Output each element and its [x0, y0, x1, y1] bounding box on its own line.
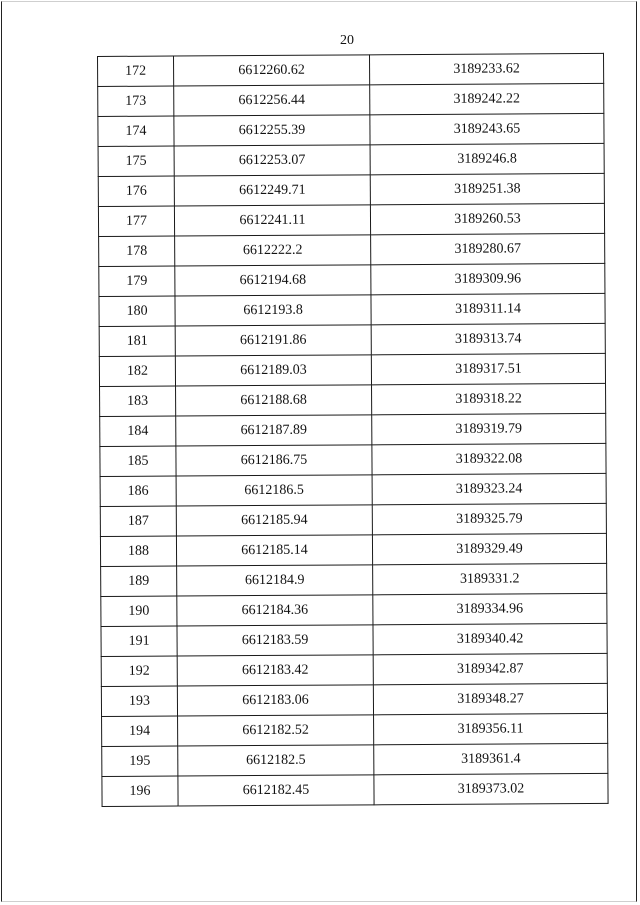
- y-coordinate-cell: 3189280.67: [371, 233, 605, 264]
- y-coordinate-cell: 3189323.24: [372, 473, 606, 504]
- table-row: [98, 143, 604, 176]
- point-number-cell: 175: [98, 146, 174, 176]
- x-coordinate-cell: 6612255.39: [174, 115, 370, 146]
- y-coordinate-cell: 3189317.51: [371, 353, 605, 384]
- table-row: [101, 653, 607, 686]
- x-coordinate-cell: 6612188.68: [176, 385, 372, 416]
- point-number-cell: 176: [98, 176, 174, 206]
- y-coordinate-cell: 3189243.65: [370, 113, 604, 144]
- point-number-cell: 190: [101, 596, 177, 626]
- table-row: [100, 473, 606, 506]
- point-number-cell: 189: [101, 566, 177, 596]
- point-number-cell: 192: [101, 656, 177, 686]
- table-row: [101, 563, 607, 596]
- x-coordinate-cell: 6612222.2: [175, 235, 371, 266]
- point-number-cell: 194: [102, 716, 178, 746]
- point-number-cell: 188: [100, 536, 176, 566]
- table-row: [102, 713, 608, 746]
- y-coordinate-cell: 3189309.96: [371, 263, 605, 294]
- y-coordinate-cell: 3189246.8: [370, 143, 604, 174]
- x-coordinate-cell: 6612193.8: [175, 295, 371, 326]
- point-number-cell: 196: [102, 776, 178, 806]
- point-number-cell: 178: [99, 236, 175, 266]
- x-coordinate-cell: 6612241.11: [174, 205, 370, 236]
- table-row: [99, 263, 605, 296]
- point-number-cell: 181: [99, 326, 175, 356]
- x-coordinate-cell: 6612185.14: [176, 535, 372, 566]
- table-row: [99, 353, 605, 386]
- x-coordinate-cell: 6612186.5: [176, 475, 372, 506]
- point-number-cell: 187: [100, 506, 176, 536]
- table-row: [98, 203, 604, 236]
- point-number-cell: 172: [98, 56, 174, 86]
- y-coordinate-cell: 3189325.79: [372, 503, 606, 534]
- x-coordinate-cell: 6612183.42: [177, 655, 373, 686]
- x-coordinate-cell: 6612183.59: [177, 625, 373, 656]
- y-coordinate-cell: 3189356.11: [374, 713, 608, 744]
- y-coordinate-cell: 3189322.08: [372, 443, 606, 474]
- x-coordinate-cell: 6612253.07: [174, 145, 370, 176]
- y-coordinate-cell: 3189334.96: [373, 593, 607, 624]
- y-coordinate-cell: 3189319.79: [372, 413, 606, 444]
- table-row: [101, 623, 607, 656]
- table-row: [100, 503, 606, 536]
- y-coordinate-cell: 3189361.4: [374, 743, 608, 774]
- x-coordinate-cell: 6612184.9: [177, 565, 373, 596]
- table-row: [98, 53, 604, 86]
- x-coordinate-cell: 6612187.89: [176, 415, 372, 446]
- table-row: [101, 683, 607, 716]
- y-coordinate-cell: 3189340.42: [373, 623, 607, 654]
- table-row: [100, 383, 606, 416]
- y-coordinate-cell: 3189318.22: [372, 383, 606, 414]
- y-coordinate-cell: 3189260.53: [370, 203, 604, 234]
- y-coordinate-cell: 3189311.14: [371, 293, 605, 324]
- table-row: [102, 773, 608, 806]
- y-coordinate-cell: 3189331.2: [373, 563, 607, 594]
- y-coordinate-cell: 3189373.02: [374, 773, 608, 804]
- table-row: [99, 323, 605, 356]
- point-number-cell: 180: [99, 296, 175, 326]
- x-coordinate-cell: 6612249.71: [174, 175, 370, 206]
- point-number-cell: 186: [100, 476, 176, 506]
- table-row: [98, 113, 604, 146]
- table-row: [98, 83, 604, 116]
- table-body: [98, 53, 609, 806]
- table-row: [100, 413, 606, 446]
- table-row: [100, 533, 606, 566]
- table-row: [99, 293, 605, 326]
- x-coordinate-cell: 6612256.44: [174, 85, 370, 116]
- y-coordinate-cell: 3189313.74: [371, 323, 605, 354]
- x-coordinate-cell: 6612186.75: [176, 445, 372, 476]
- x-coordinate-cell: 6612194.68: [175, 265, 371, 296]
- point-number-cell: 183: [100, 386, 176, 416]
- point-number-cell: 182: [99, 356, 175, 386]
- y-coordinate-cell: 3189329.49: [372, 533, 606, 564]
- table-row: [98, 173, 604, 206]
- x-coordinate-cell: 6612185.94: [176, 505, 372, 536]
- x-coordinate-cell: 6612183.06: [177, 685, 373, 716]
- point-number-cell: 193: [101, 686, 177, 716]
- x-coordinate-cell: 6612182.52: [178, 715, 374, 746]
- y-coordinate-cell: 3189242.22: [370, 83, 604, 114]
- point-number-cell: 173: [98, 86, 174, 116]
- point-number-cell: 195: [102, 746, 178, 776]
- page-number: 20: [340, 33, 354, 48]
- point-number-cell: 184: [100, 416, 176, 446]
- x-coordinate-cell: 6612260.62: [174, 55, 370, 86]
- table-row: [101, 593, 607, 626]
- x-coordinate-cell: 6612182.45: [178, 775, 374, 806]
- x-coordinate-cell: 6612191.86: [175, 325, 371, 356]
- table-row: [102, 743, 608, 776]
- x-coordinate-cell: 6612189.03: [175, 355, 371, 386]
- table-row: [99, 233, 605, 266]
- y-coordinate-cell: 3189342.87: [373, 653, 607, 684]
- table-row: [100, 443, 606, 476]
- point-number-cell: 177: [98, 206, 174, 236]
- point-number-cell: 185: [100, 446, 176, 476]
- point-number-cell: 174: [98, 116, 174, 146]
- point-number-cell: 191: [101, 626, 177, 656]
- point-number-cell: 179: [99, 266, 175, 296]
- coordinates-table: [97, 53, 609, 807]
- y-coordinate-cell: 3189348.27: [373, 683, 607, 714]
- x-coordinate-cell: 6612182.5: [178, 745, 374, 776]
- x-coordinate-cell: 6612184.36: [177, 595, 373, 626]
- y-coordinate-cell: 3189233.62: [369, 53, 603, 84]
- y-coordinate-cell: 3189251.38: [370, 173, 604, 204]
